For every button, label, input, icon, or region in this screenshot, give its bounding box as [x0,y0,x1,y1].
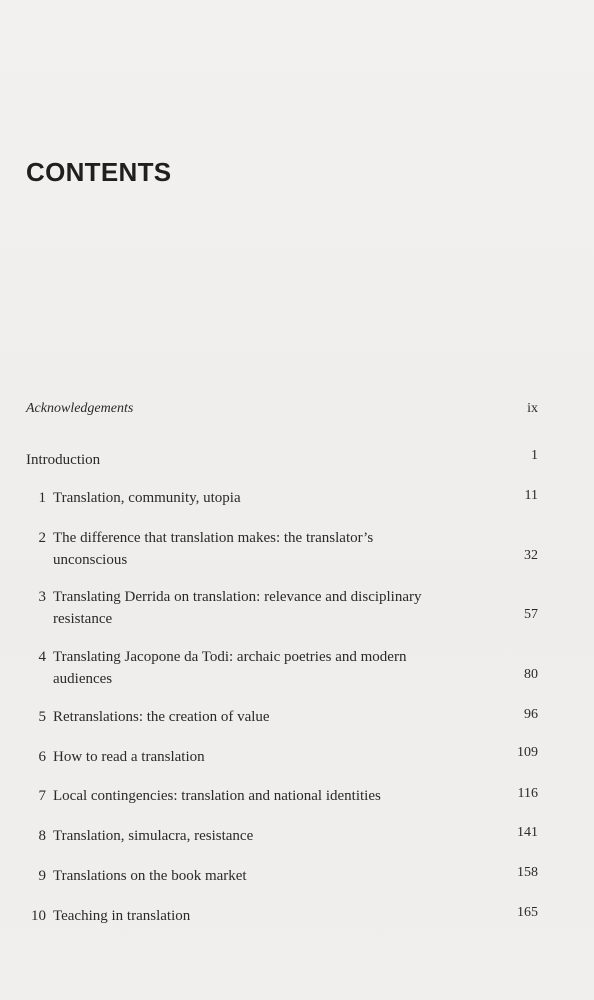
toc-entry-title: Introduction [26,452,101,468]
toc-entry-page: 141 [517,825,538,840]
toc-entry-page: 96 [524,707,538,722]
toc-entry-number: 5 [38,709,46,725]
toc-entry-title: Translation, simulacra, resistance [53,828,254,844]
toc-entry-title: The difference that translation makes: the translator’s [53,530,374,546]
toc-entry-page: 57 [524,607,538,622]
toc-entry-page: 158 [517,865,538,880]
toc-entry-title-continued: unconscious [53,552,128,568]
contents-heading: CONTENTS [26,157,172,187]
toc-entry-number: 10 [31,908,46,924]
toc-entry-page: 1 [531,448,538,463]
toc-entry-page: ix [527,401,538,416]
toc-entry-title: Acknowledgements [26,401,134,416]
toc-entry-number: 8 [38,828,46,844]
toc-entry-title-continued: resistance [53,611,113,627]
toc-entry-title: Retranslations: the creation of value [53,709,270,725]
toc-entry-title: Teaching in translation [53,908,191,924]
toc-entry-title: Translating Jacopone da Todi: archaic poetries and modern [53,649,407,665]
toc-entry-number: 9 [38,868,46,884]
toc-entry-title: Translations on the book market [53,868,247,884]
toc-entry-page: 116 [517,786,538,801]
toc-entry-page: 11 [524,488,538,503]
toc-entry-title-continued: audiences [53,671,113,687]
toc-entry-number: 7 [38,788,46,804]
toc-entry-number: 4 [38,649,46,665]
toc-entry-page: 165 [517,905,538,920]
toc-entry-title: Translating Derrida on translation: relevance and disciplinary [53,589,422,605]
toc-entry-title: How to read a translation [53,749,205,765]
toc-entry-number: 1 [38,490,46,506]
toc-entry-number: 3 [38,589,46,605]
toc-entry-number: 6 [38,749,46,765]
toc-entry-number: 2 [38,530,46,546]
toc-entry-page: 32 [524,548,538,563]
toc-entry-title: Local contingencies: translation and national identities [53,788,381,804]
toc-entry-title: Translation, community, utopia [53,490,241,506]
toc-entry-page: 80 [524,667,538,682]
toc-entry-page: 109 [517,745,538,760]
